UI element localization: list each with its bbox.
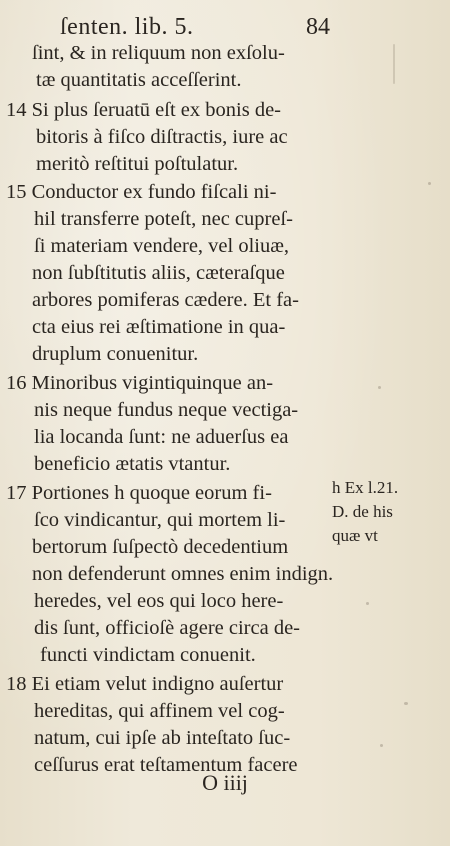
- text-line: non ſubſtitutis aliis, cæteraſque: [32, 262, 285, 284]
- text-line: cta eius rei æſtimatione in qua-: [32, 316, 286, 338]
- text-line: bertorum ſuſpectò decedentium: [32, 536, 289, 558]
- text-line: 15 Conductor ex fundo fiſcali ni-: [6, 181, 277, 203]
- text-line: bitoris à fiſco diſtractis, iure ac: [36, 126, 288, 148]
- signature-mark: O iiij: [202, 770, 248, 795]
- running-title: ſenten. lib. 5.: [60, 14, 194, 40]
- paper-blemish: [404, 702, 408, 705]
- text-line: functi vindictam conuenit.: [40, 644, 256, 666]
- marginal-note: quæ vt: [332, 526, 378, 545]
- text-line: lia locanda ſunt: ne aduerſus ea: [34, 426, 289, 448]
- text-line: meritò reſtitui poſtulatur.: [36, 153, 239, 175]
- text-line: dis ſunt, officioſè agere circa de-: [34, 617, 300, 639]
- marginal-note: D. de his: [332, 502, 393, 521]
- paper-blemish: [380, 744, 383, 747]
- text-line: nis neque fundus neque vectiga-: [34, 399, 299, 421]
- text-line: 14 Si plus ſeruatū eſt ex bonis de-: [6, 99, 281, 121]
- text-line: hereditas, qui affinem vel cog-: [34, 700, 285, 722]
- folio-number: 84: [306, 14, 330, 40]
- text-line: ſco vindicantur, qui mortem li-: [34, 509, 286, 531]
- text-line: 16 Minoribus vigintiquinque an-: [6, 372, 274, 394]
- text-line: 17 Portiones h quoque eorum fi-: [6, 482, 272, 504]
- text-line: 18 Ei etiam velut indigno auſertur: [6, 673, 284, 695]
- paper-blemish: [378, 386, 381, 389]
- text-line: druplum conuenitur.: [32, 343, 199, 365]
- text-line: ſint, & in reliquum non exſolu-: [32, 42, 285, 64]
- text-line: non defenderunt omnes enim indign.: [32, 563, 334, 585]
- paper-blemish: [393, 44, 395, 84]
- text-line: tæ quantitatis acceſſerint.: [36, 69, 242, 91]
- text-line: ſi materiam vendere, vel oliuæ,: [34, 235, 290, 257]
- paper-blemish: [428, 182, 431, 185]
- text-line: heredes, vel eos qui loco here-: [34, 590, 284, 612]
- text-line: natum, cui ipſe ab inteſtato ſuc-: [34, 727, 291, 749]
- paper-blemish: [366, 602, 369, 605]
- text-line: ceſſurus erat teſtamentum facere: [34, 754, 298, 776]
- marginal-note: h Ex l.21.: [332, 478, 399, 497]
- text-line: beneficio ætatis vtantur.: [34, 453, 231, 475]
- text-line: hil transferre poteſt, nec cupreſ-: [34, 208, 293, 230]
- text-line: arbores pomiferas cædere. Et fa-: [32, 289, 299, 311]
